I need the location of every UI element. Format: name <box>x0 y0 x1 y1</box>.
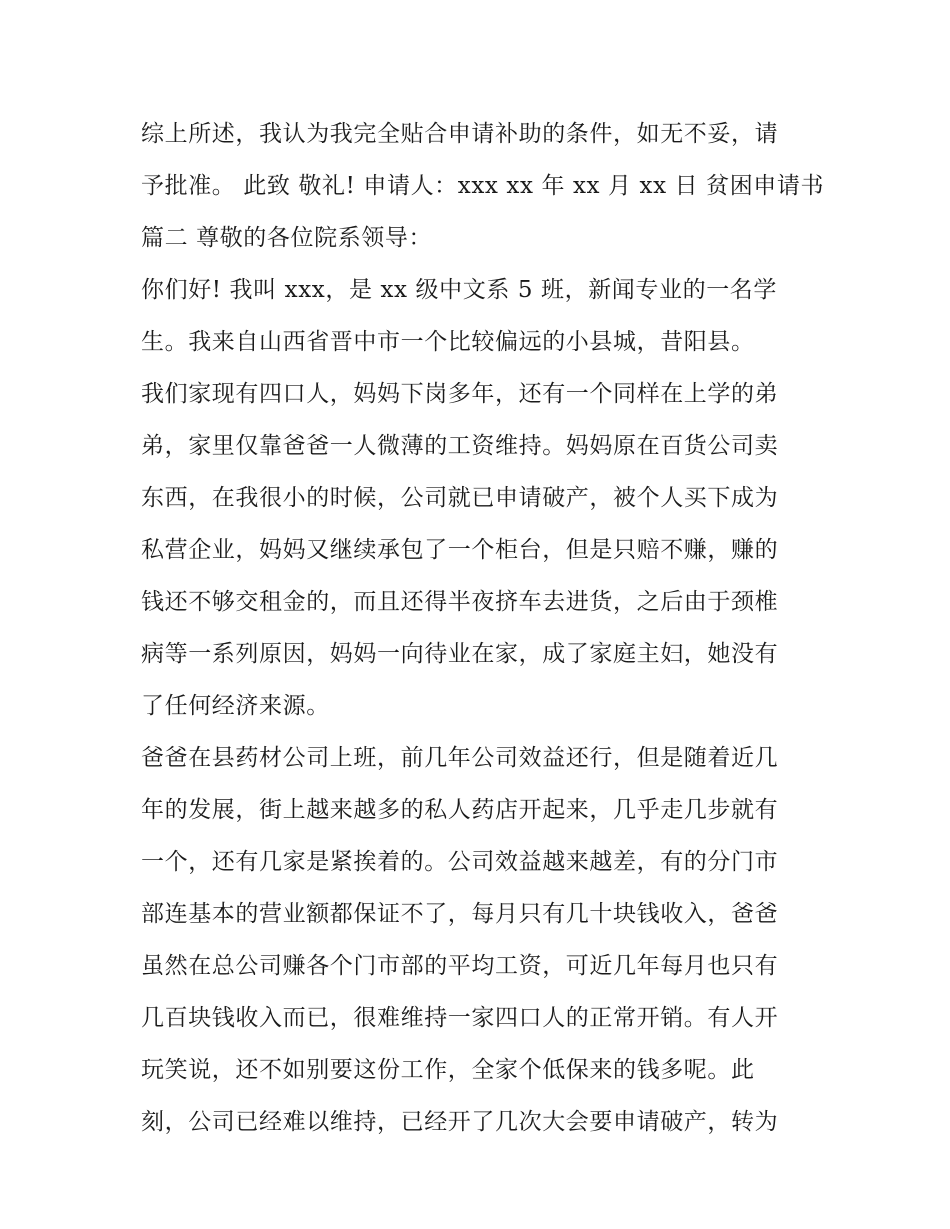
text-line: 病等一系列原因，妈妈一向待业在家，成了家庭主妇，她没有 <box>141 641 779 667</box>
text-line: 刻，公司已经难以维持，已经开了几次大会要申请破产，转为 <box>141 1109 779 1135</box>
text-line: 了任何经济来源。 <box>141 693 330 719</box>
text-line: 虽然在总公司赚各个门市部的平均工资，可近几年每月也只有 <box>141 953 779 979</box>
text-line: 一个，还有几家是紧挨着的。公司效益越来越差，有的分门市 <box>141 849 779 875</box>
text-line: 年的发展，街上越来越多的私人药店开起来，几乎走几步就有 <box>141 797 779 823</box>
text-line: 生。我来自山西省晋中市一个比较偏远的小县城，昔阳县。 <box>141 329 755 355</box>
text-line: 东西，在我很小的时候，公司就已申请破产，被个人买下成为 <box>141 485 779 511</box>
text-line: 你们好! 我叫 xxx，是 xx 级中文系 5 班，新闻专业的一名学 <box>141 277 777 303</box>
text-line: 予批准。 此致 敬礼! 申请人：xxx xx 年 xx 月 xx 日 贫困申请书 <box>141 173 825 199</box>
text-line: 玩笑说，还不如别要这份工作，全家个低保来的钱多呢。此 <box>141 1057 755 1083</box>
text-line: 篇二 尊敬的各位院系领导： <box>141 225 433 251</box>
text-line: 私营企业，妈妈又继续承包了一个柜台，但是只赔不赚，赚的 <box>141 537 779 563</box>
text-line: 综上所述，我认为我完全贴合申请补助的条件，如无不妥，请 <box>141 121 779 147</box>
text-line: 爸爸在县药材公司上班，前几年公司效益还行，但是随着近几 <box>141 745 779 771</box>
text-line: 钱还不够交租金的，而且还得半夜挤车去进货，之后由于颈椎 <box>141 589 779 615</box>
text-line: 我们家现有四口人，妈妈下岗多年，还有一个同样在上学的弟 <box>141 381 779 407</box>
text-line: 几百块钱收入而已，很难维持一家四口人的正常开销。有人开 <box>141 1005 779 1031</box>
text-line: 部连基本的营业额都保证不了，每月只有几十块钱收入，爸爸 <box>141 901 779 927</box>
document-body <box>141 108 825 1148</box>
text-line: 弟，家里仅靠爸爸一人微薄的工资维持。妈妈原在百货公司卖 <box>141 433 779 459</box>
